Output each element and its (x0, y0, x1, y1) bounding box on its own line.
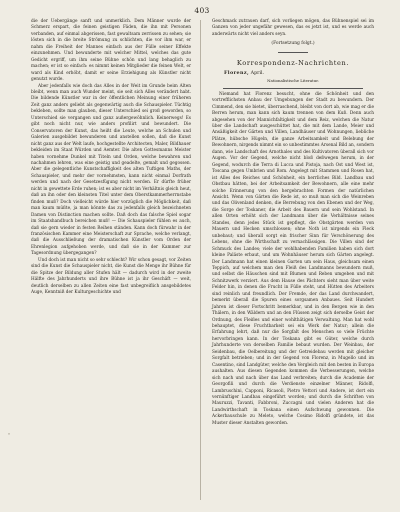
article-subhead: Nationalistische Literatur. (267, 78, 319, 84)
dateline-place: Florenz, (224, 69, 250, 76)
section-rule-short (278, 52, 308, 53)
dateline (212, 70, 374, 77)
column-divider (200, 20, 201, 500)
page-number: 403 (194, 6, 210, 15)
dateline-date: April. (250, 70, 265, 76)
right-column (212, 19, 374, 427)
section-title: Korrespondenz-Nachrichten. (236, 58, 350, 67)
left-paragraph-1: die der Uebergänge sanft und unmerklich. Dem Männer wurde der Schmerz erspart, die feinen geistigen Fäden, die ihn mit Personen verbanden, auf einmal abgerissen, fast gewaltsam zerrissen zu sehen; sie lösten sich in die breite Strömung zu schlichten, die vor ihm war, er nahm die Freiheit der Mannes einfach aus der Fülle seiner Effekte einzunehmen. Und bewunderte mit welcher Mittel, welches das gute Gedicht ergriff, um ihm seine Bühne schön und lang behaglich zu machen; er ist so einfach: es nimmt keinen Mitglieder die feinen Welt, er ward als Kind erhöbt, damit er seine Erziehigung als Künstler nicht genutzt wurde. (31, 19, 191, 83)
right-paragraph-1: Niemand hat Florenz besucht, ohne die Schönheit und den vortrefflichsten Anbau der Umgebungen der Stadt zu bewundern. Der Cimmend, den sie bietet, überraschend, bleibt von dort ab, wie mag er die Berren herum, man kann sich kaum trennen von dem Kuß. Denn auch abgesehen von der Mannichfaltigkeit und dem Reiz, welchen die Natur über die Landschaft ausgeschüttet hat, die mit dem Lande, Meier und Ansäßigkeit der Gärten und Villen, Landhäuser und Wohnungen, liebliche Plätze, hübsche Hügeln, die ganze Arbeitsamkeit und Belebung der Bewohnern, nirgends nimmt ein so unbestimmtes Arsenal Bild an, sondern dann, wie Landschaft des Arnothales und des Kultivatoren überall sich vor Augen. Vor der Gegend, welche nicht bloß deßwegen herum, in der Gegend, wodurch die Terra di Lucca und Pistoja, nach Ost und West ist, Toscana gegen Umbrien und Rom. Angelegt mit Stammen und Rosen hat, ist Alles des Reiches und Schönheit, ein herrliches Bild. Landbau und Obstbau hätten, bei der Arbeitsamkeit der Bewohnern, alle eine mehr solche Erinnerung von den hergebrachten Formen der natürlichen Ansicht. Wenn von Gärten die Rede ist, so muß man sich die Weinreben und das Olivenland denken, die Berrebung von den Ebenen und der Weg, die Sorge der Toskaner, die Arbeit des Bauern und sein Wohlstand. In allen Orten erhöht sich der Landmann über die Verhältnisse seines Standes, denn jedes Stück ist gepflegt, die Obstgärten werden von Mauern und Hecken umschlossen; ohne Noth ist nirgends ein Fleck unbebaut; und überall sorgt ein frischer Sinn für Verschönerung des Lebens, ohne die Wirthschaft zu vernachlässigen. Die Villen sind der Schmuck des Landes; viele der wohlhabenden Familien haben sich dort kleine Paläste erbaut, und um Wohnhäuser herum sich Gärten angelegt. Der Landmann hat einen kleinen Garten um sein Haus, gleichsam einen Teppich, auf welchem man den Fleiß des Landmanns bewundern muß, und selbst die Häuschen sind mit Blumen und Reben umgeben und mit Schnitzwerk verziert. Aus dem Hause des Pächters sieht man über weite Felder hin, in denen die Frucht in Fülle steht, und Hütten des Arbeiters sind reinlich und freundlich. Der Fremde, der das Land durchwandert, bemerkt überall die Spuren eines sorgsamen Anbaues. Seit Hundert Jahren ist dieser Fortschritt bemerkbar, und in den Bergen wie in den Thälern, in den Wäldern und an den Flüssen zeigt sich derselbe Geist der Ordnung, des Fleißes und einer wohlthätigen Verwaltung. Man hat wohl behauptet, diese Fruchtbarkeit sei ein Werk der Natur; allein die Erfahrung lehrt, daß nur die Sorgfalt des Menschen so viele Früchte hervorbringen kann. In der Toskana gibt es Güter, welche durch Jahrhunderte von derselben Familie bebaut wurden. Der Weinbau, der Seidenbau, die Oelbereitung und der Getreidebau werden mit gleicher Sorgfalt betrieben; und in der Gegend von Florenz, in Mugello und im Casentino, sind Landgüter, welche den Vergleich mit den besten in Europa aushalten. Aus diesen Gegenden kommen die Verbesserungen, welche sich nach und nach über das Land verbreiten; durch die Academie der Georgofili und durch die Verdienste einzelner Männer, Ridolfi, Lambruschini, Capponi, Ricasoli, Pietro Vettori und Andere, ist dort ein vernünftiger Landbau eingeführt worden; und durch die Schriften von Mauruzzi, Tavanti, Fabbroni, Zuccagni und vielen Anderen hat die Landwirthschaft in Toskana einen Aufschwung gewonnen. Die Ackerbauschule zu Meleto, welche Cosimo Ridolfi gründete, ist das Muster dieser Anstalten geworden. (212, 91, 374, 426)
left-paragraph-2: Aber jedenfalls wie doch das Alles in der Weit im Grunde beim Alten bleibt, wenn man auch Wunder meint, sie seit sich Alles verändert habt. Die bildende Künstler war in der öffentlichen Meinung einer früheren Zeit ganz anders geliebt als gegenwärtig auch die Schauspieler. Tüchtig bekleben, sollte man glauben, dieser Unterschied sei groß geworden, so Unterschied sie vergangen und ganz außergewöhnlich. Keinerwegs! Es gibt noch nicht nur, wie anders profilirt und bewundert. Die Conservatoren der Kunst, das heißt die Leute, welche an Schulen und Galerien ausgebildet bewunderen und anstellen sollen, daß die Kunst nicht ganz aus der Welt laufe, hochgestellte Architecten, Maler, Bildhauer bekleiden im Staat Würden und Aemter. Die alten Gottesmanns Meister haben vornehme Dunkel mit Titeln und Orden, welche bewahren und nachahmen lehren, was eine geistig und geadelte, gemalt und gegossen. Aber die gelegentliche Kunstschaffigkeit des alten Tuftigen Maths, der Schauspieler, und mehr der vornehmsten, kann nicht einmal Dorfrath werden und nach der Gesetzesfügung nicht werden. Er dürfte früher nicht in gewettete Erde ruhen; ist es aber nicht im Verhältnis gleich heut, daß an ihn oder den kleinsten Titel unter dem Oberstkammerherrnstabe finden muß? Doch vielleicht würde hier vorzüglich die Möglichkeit, daß man kaum müßte, ja man könnte das zu jedenfalls gleich bezeichneten Damen von Distinction machen sollte. Daß doch das falsche Spiel sogar im Staatshandbuch bereichen muß! — Die Schauspieler fühlen es auch, daß sie gern wieder in festen Reihen ständen. Kann doch fürwahr in der französischen Kammer eine Meisterschaft zur Sprache, welche verlangt, daß die Ausschließung der dramatischen Künstler vom Orden der Ehrenlegion aufgehoben werde, und daß sie in der Kammer zur Tagesordnung übergegangen? (31, 83, 191, 257)
margin-mark: * (8, 432, 10, 437)
left-paragraph-3: Und doch ist man nicht so sehr schlecht? Wir schon gesagt, vor Zeiten sind die Kunst die Schauspieler nicht, die Kunst die Menge ihr Bühne für die Spitze der Bildung aller Stufen hält — dadurch wird in der zweite Hälfte des Jahrhunderts und ihre Bühne ist ja ihr Geschäft — weit, deutlich derselben zu allen Zeiten eine fast unbegreiflich ansgebildetes Auge, Kenntniß der Kulturgeschichte und (31, 257, 191, 296)
section-rule-long (223, 88, 363, 89)
continuation-note: (Fortsetzung folgt.) (271, 41, 315, 47)
left-column (31, 19, 191, 296)
right-intro-paragraph: Geschmack zutrauen darf, sich vorliegen mögen, das Bühnenspiel sei im Ganzen von jeder ungefähr gewesen, das es jetzt ist, und es werde auch anderwärts nicht viel anders seyn. (212, 19, 374, 37)
